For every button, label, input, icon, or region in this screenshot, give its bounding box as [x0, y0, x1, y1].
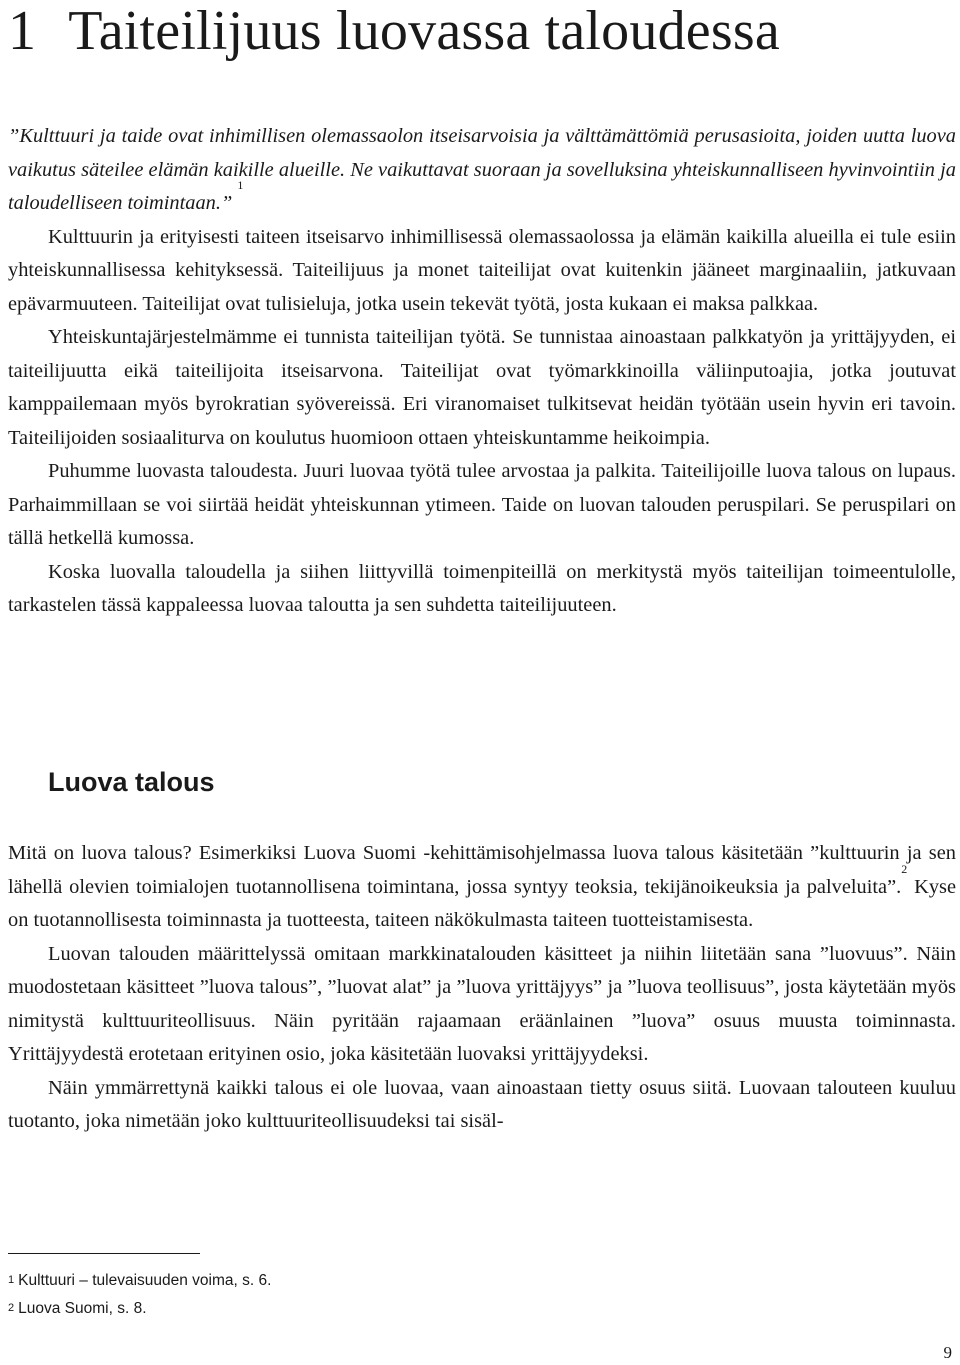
epigraph-quote: ”Kulttuuri ja taide ovat inhimillisen olemassaolon itseisarvoisia ja välttämättömiä perusasioita, joiden uutta luova vaikutus säteilee elämän kaikille alueille. Ne vaikuttavat suoraan ja sovelluksina yhteiskunnalliseen hyvinvointiin ja taloudelliseen toimintaan.” [8, 125, 956, 214]
luova-talous-section [8, 837, 956, 1139]
intro-quote-paragraph [8, 120, 956, 221]
intro-paragraph: Yhteiskuntajärjestelmämme ei tunnista taiteilijan työtä. Se tunnistaa ainoastaan palkkatyön ja yrittäjyyden, ei taiteilijuutta eikä taiteilijoita itseisarvona. Taiteilijat ovat työmarkkinoilla väliinputoajia, jotka joutuvat kamppailemaan myös byrokratian syövereissä. Eri viranomaiset tulkitsevat heidän työtään usein hyvin eri tavoin. Taiteilijoiden sosiaaliturva on koulutus huomioon ottaen yhteiskuntamme heikoimpia. [8, 326, 956, 449]
footnote-number: 1 [8, 1274, 15, 1286]
footnote-text: Kulttuuri – tulevaisuuden voima, s. 6. [18, 1272, 272, 1289]
footnote-text: Luova Suomi, s. 8. [18, 1300, 147, 1317]
intro-paragraph: Koska luovalla taloudella ja siihen liittyvillä toimenpiteillä on merkitystä myös taiteilijan toimeentulolle, tarkastelen tässä kappaleessa luovaa taloutta ja sen suhdetta taiteilijuuteen. [8, 560, 956, 616]
section-paragraph-text: Mitä on luova talous? Esimerkiksi Luova Suomi -kehittämisohjelmassa luova talous käsitetään ”kulttuurin ja sen lähellä olevien toimialojen tuotannollisena toimintana, jossa syntyy teoksia, tekijänoikeuksia ja palveluita”. [8, 842, 956, 898]
page-number: 9 [943, 1343, 952, 1362]
footnote-ref-2[interactable]: 2 [901, 861, 908, 876]
footnote-number: 2 [8, 1302, 15, 1314]
section-heading: Luova talous [48, 767, 215, 797]
footnote-1 [8, 1267, 271, 1295]
section-paragraph-text: Kyse on tuotannollisesta toiminnasta ja tuotteesta, taiteen näkökulmasta taiteen tuotteistamisesta. [8, 875, 956, 931]
section-paragraph: Näin ymmärrettynä kaikki talous ei ole luovaa, vaan ainoastaan tietty osuus siitä. Luovaan talouteen kuuluu tuotanto, joka nimetään joko kulttuuriteollisuudeksi tai sisäl- [8, 1076, 956, 1132]
footnote-divider [8, 1253, 200, 1254]
footnotes [8, 1267, 271, 1323]
chapter-number: 1 [8, 0, 37, 62]
intro-paragraph: Puhumme luovasta taloudesta. Juuri luovaa työtä tulee arvostaa ja palkita. Taiteilijoille luova talous on lupaus. Parhaimmillaan se voi siirtää heidät yhteiskunnan ytimeen. Taide on luovan talouden peruspilari. Se peruspilari on tällä hetkellä kumossa. [8, 460, 956, 549]
intro-paragraph: Kulttuurin ja erityisesti taiteen itseisarvo inhimillisessä olemassaolossa ja elämän kaikilla alueilla ei tule esiin yhteiskunnallisessa kehityksessä. Taiteilijuus ja monet taiteilijat ovat kuitenkin jääneet marginaaliin, jatkuvaan epävarmuuteen. Taiteilijat ovat tulisieluja, jotka usein tekevät työtä, josta kukaan ei maksa palkkaa. [8, 225, 956, 315]
chapter-title-text: Taiteilijuus luovassa taloudessa [68, 0, 780, 62]
chapter-title [8, 0, 780, 66]
footnote-ref-1[interactable]: 1 [237, 178, 244, 192]
section-paragraph: Luovan talouden määrittelyssä omitaan markkinatalouden käsitteet ja niihin liitetään sana ”luovuus”. Näin muodostetaan käsitteet ”luova talous”, ”luovat alat” ja ”luova yrittäjyys” ja ”luova teollisuus”, josta käytetään myös nimitystä kulttuuriteollisuus. Näin pyritään rajaamaan eräänlainen ”luova” osuus muusta toiminnasta. Yrittäjyydestä erotetaan erityinen osio, joka käsitetään luovaksi yrittäjyydeksi. [8, 942, 956, 1065]
section-paragraph [8, 837, 956, 938]
intro-section [8, 120, 956, 623]
footnote-2 [8, 1295, 271, 1323]
